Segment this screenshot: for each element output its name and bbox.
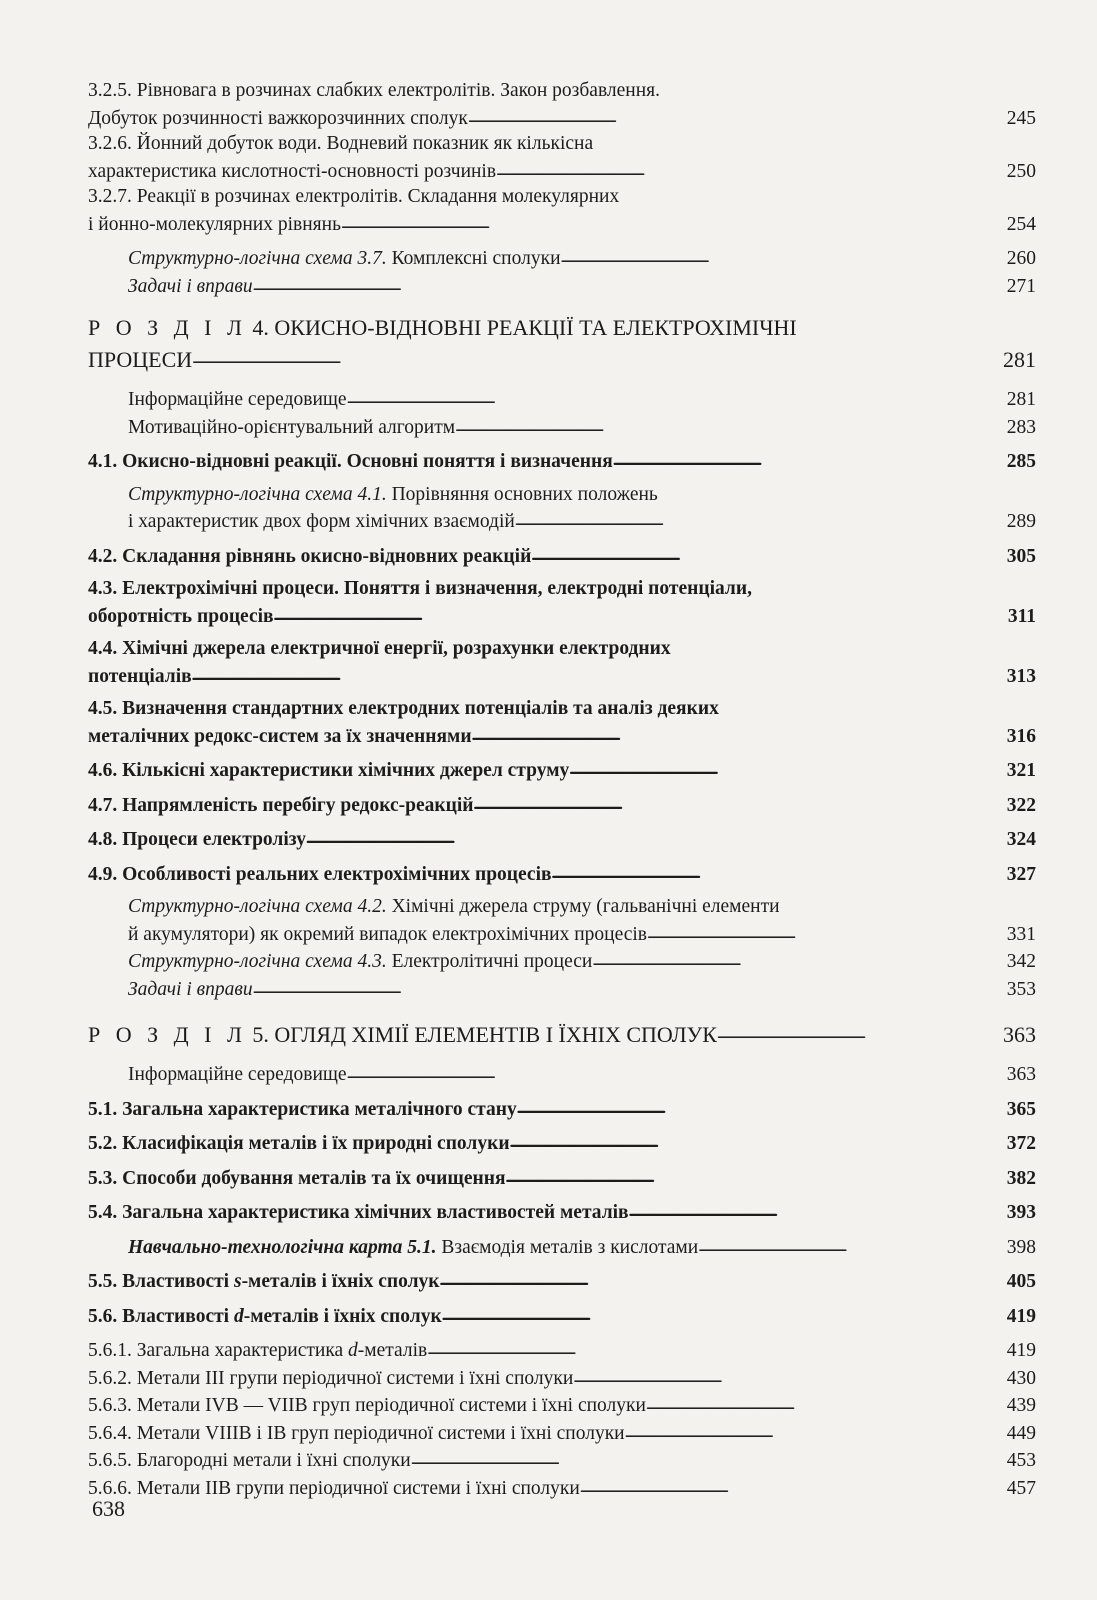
toc-entry-title: 5.6.1. Загальна характеристика — [88, 1340, 349, 1361]
toc-entry-title: 5.6.5. Благородні метали і їхні сполуки — [88, 1450, 411, 1471]
toc-page-number: 419 — [1006, 1340, 1036, 1361]
toc-entry-title: 5.6. Властивості — [88, 1305, 234, 1327]
toc-entry-title: 4.9. Особливості реальних електрохімічних процесів — [88, 863, 552, 885]
toc-page-number: 405 — [1006, 1271, 1036, 1292]
table-of-contents — [88, 78, 1036, 1501]
toc-page-number: 439 — [1006, 1395, 1036, 1416]
toc-page-number: 281 — [1006, 389, 1036, 410]
toc-chapter — [88, 1017, 1036, 1049]
toc-entry-title: 5.6.6. Метали IIB групи періодичної системи і їхні сполуки — [88, 1477, 580, 1499]
toc-entry-title: 5.6.4. Метали VIIIB і IB груп періодичної системи і їхні сполуки — [88, 1422, 625, 1444]
toc-entry — [88, 636, 1036, 689]
toc-entry — [88, 1446, 1036, 1474]
toc-page-number: 365 — [1006, 1098, 1036, 1120]
toc-entry-title: 4.3. Електрохімічні процеси. Поняття і визначення, електродні потенціали, — [88, 578, 752, 599]
toc-page-number: 283 — [1006, 416, 1036, 438]
toc-entry — [88, 1164, 1036, 1192]
toc-entry — [88, 385, 1036, 413]
toc-page-number: 398 — [1006, 1236, 1036, 1258]
toc-page-number: 419 — [1006, 1305, 1036, 1327]
toc-page-number: 331 — [1006, 923, 1036, 945]
toc-entry-title: 5.3. Способи добування металів та їх очищення — [88, 1167, 506, 1189]
toc-page-number: 313 — [1006, 665, 1036, 687]
toc-entry-title: Мотиваційно-орієнтувальний алгоритм — [128, 416, 456, 438]
toc-chapter — [88, 314, 1036, 374]
toc-entry-title: 5.4. Загальна характеристика хімічних властивостей металів — [88, 1202, 629, 1223]
toc-entry-title: -металів і їхніх сполук — [241, 1271, 440, 1292]
toc-page-number: 260 — [1006, 248, 1036, 269]
toc-entry — [88, 184, 1036, 237]
toc-entry-title: Інформаційне середовище — [128, 1064, 347, 1085]
toc-entry-title: 4.8. Процеси електролізу — [88, 829, 306, 850]
toc-entry — [88, 1267, 1036, 1295]
toc-entry-title: 4.5. Визначення стандартних електродних потенціалів та аналіз деяких — [88, 698, 719, 719]
toc-page-number: 254 — [1006, 213, 1036, 235]
toc-entry — [88, 576, 1036, 629]
toc-entry-title: 4.2. Складання рівнянь окисно-відновних реакцій — [88, 545, 532, 567]
toc-entry — [88, 482, 1036, 535]
toc-page-number: 316 — [1006, 725, 1036, 747]
toc-entry-title: -металів і їхніх сполук — [243, 1305, 442, 1327]
toc-entry-title: 3.2.5. Рівновага в розчинах слабких електролітів. Закон розбавлення. — [88, 80, 660, 101]
toc-entry-title: металічних редокс-систем за їх значеннями — [88, 725, 472, 747]
toc-page-number: 285 — [1006, 451, 1036, 472]
toc-entry-title: 4.6. Кількісні характеристики хімічних джерел струму — [88, 760, 570, 781]
toc-entry — [88, 975, 1036, 1003]
toc-entry-title: Взаємодія металів з кислотами — [436, 1236, 699, 1258]
toc-entry — [88, 1419, 1036, 1447]
toc-page-number: 327 — [1006, 863, 1036, 885]
page-number: 638 — [92, 1496, 125, 1521]
toc-entry-italic: Структурно-логічна схема 4.3. — [128, 951, 387, 972]
chapter-label: Р О З Д І Л — [88, 1022, 247, 1047]
toc-entry-italic: Структурно-логічна схема 3.7. — [128, 248, 387, 269]
toc-entry — [88, 1129, 1036, 1157]
toc-entry — [88, 860, 1036, 888]
toc-entry — [88, 78, 1036, 131]
toc-page-number: 453 — [1006, 1450, 1036, 1471]
toc-entry — [88, 1233, 1036, 1261]
toc-entry — [88, 131, 1036, 184]
toc-entry — [88, 272, 1036, 300]
toc-entry — [88, 447, 1036, 475]
toc-entry-title: Хімічні джерела струму (гальванічні елементи — [386, 896, 780, 917]
toc-page-number: 342 — [1006, 951, 1036, 972]
toc-entry-italic: Навчально-технологічна карта 5.1. — [128, 1236, 437, 1258]
toc-page-number: 393 — [1006, 1202, 1036, 1223]
toc-entry — [88, 413, 1036, 441]
toc-entry-title: 4.1. Окисно-відновні реакції. Основні поняття і визначення — [88, 451, 613, 472]
toc-entry-title: 3.2.7. Реакції в розчинах електролітів. Складання молекулярних — [88, 186, 620, 207]
toc-entry — [88, 1364, 1036, 1392]
toc-entry-title: й акумулятори) як окремий випадок електрохімічних процесів — [128, 923, 647, 945]
toc-page-number: 322 — [1006, 794, 1036, 816]
toc-page-number: 250 — [1006, 160, 1036, 182]
toc-entry-title: 4.7. Напрямленість перебігу редокс-реакцій — [88, 794, 474, 816]
toc-entry — [88, 244, 1036, 272]
toc-entry — [88, 1474, 1036, 1502]
toc-page-number: 382 — [1006, 1167, 1036, 1189]
toc-entry — [88, 1095, 1036, 1123]
toc-entry-italic: Задачі і вправи — [128, 275, 253, 297]
toc-page-number: 305 — [1006, 545, 1036, 567]
toc-entry-title: 5.6.3. Метали IVB — VIIB груп періодичної системи і їхні сполуки — [88, 1395, 646, 1416]
toc-entry-title: 5.2. Класифікація металів і їх природні сполуки — [88, 1133, 510, 1154]
toc-entry-title: 5.5. Властивості — [88, 1271, 234, 1292]
toc-page-number: 245 — [1006, 107, 1036, 129]
toc-page-number: 321 — [1006, 760, 1036, 781]
toc-page-number: 457 — [1006, 1477, 1036, 1499]
toc-entry — [88, 756, 1036, 784]
toc-entry — [88, 696, 1036, 749]
toc-entry-italic: Задачі і вправи — [128, 978, 253, 1000]
toc-entry — [88, 1302, 1036, 1330]
toc-page-number: 324 — [1006, 829, 1036, 850]
toc-page-number: 372 — [1006, 1133, 1036, 1154]
toc-entry-italic: s — [233, 1271, 242, 1292]
toc-page-number: 281 — [1003, 347, 1036, 372]
toc-entry — [88, 825, 1036, 853]
chapter-title: 4. ОКИСНО-ВІДНОВНІ РЕАКЦІЇ ТА ЕЛЕКТРОХІМІЧНІ — [246, 315, 797, 340]
toc-entry-title: Порівняння основних положень — [386, 483, 658, 505]
toc-entry-title: 3.2.6. Йонний добуток води. Водневий показник як кількісна — [88, 133, 594, 154]
toc-page-number: 271 — [1006, 275, 1036, 297]
toc-entry — [88, 1391, 1036, 1419]
toc-entry-title: потенціалів — [88, 665, 192, 687]
toc-entry — [88, 1060, 1036, 1088]
toc-page-number: 363 — [1006, 1064, 1036, 1085]
toc-page-number: 430 — [1006, 1367, 1036, 1389]
toc-entry-italic: Структурно-логічна схема 4.1. — [128, 483, 387, 505]
toc-page-number: 289 — [1006, 511, 1036, 532]
toc-entry-title: характеристика кислотності-основності розчинів — [88, 160, 497, 182]
toc-entry-title: Інформаційне середовище — [128, 389, 347, 410]
toc-entry — [88, 1336, 1036, 1364]
toc-entry — [88, 894, 1036, 947]
toc-entry — [88, 947, 1036, 975]
toc-entry-title: і характеристик двох форм хімічних взаємодій — [128, 511, 515, 532]
chapter-label: Р О З Д І Л — [88, 315, 247, 340]
toc-entry-italic: d — [348, 1340, 358, 1361]
toc-entry-title: 5.6.2. Метали III групи періодичної системи і їхні сполуки — [88, 1367, 574, 1389]
toc-entry-title: Комплексні сполуки — [386, 248, 561, 269]
toc-entry-italic: Структурно-логічна схема 4.2. — [128, 896, 387, 917]
toc-entry — [88, 542, 1036, 570]
toc-entry-title: Електролітичні процеси — [386, 951, 593, 972]
toc-entry — [88, 1198, 1036, 1226]
toc-entry-title: і йонно-молекулярних рівнянь — [88, 213, 341, 235]
toc-entry-title: -металів — [357, 1340, 428, 1361]
toc-page-number: 449 — [1006, 1422, 1036, 1444]
toc-page-number: 363 — [1003, 1022, 1036, 1047]
toc-page-number: 311 — [1007, 605, 1036, 627]
toc-entry-italic: d — [233, 1305, 244, 1327]
chapter-title: ПРОЦЕСИ — [88, 347, 193, 372]
chapter-title: 5. ОГЛЯД ХІМІЇ ЕЛЕМЕНТІВ І ЇХНІХ СПОЛУК — [246, 1022, 717, 1047]
toc-entry-title: 4.4. Хімічні джерела електричної енергії, розрахунки електродних — [88, 638, 671, 659]
toc-entry-title: оборотність процесів — [88, 605, 274, 627]
toc-entry — [88, 791, 1036, 819]
toc-entry-title: 5.1. Загальна характеристика металічного стану — [88, 1098, 517, 1120]
toc-entry-title: Добуток розчинності важкорозчинних сполук — [88, 107, 468, 129]
toc-page-number: 353 — [1006, 978, 1036, 1000]
